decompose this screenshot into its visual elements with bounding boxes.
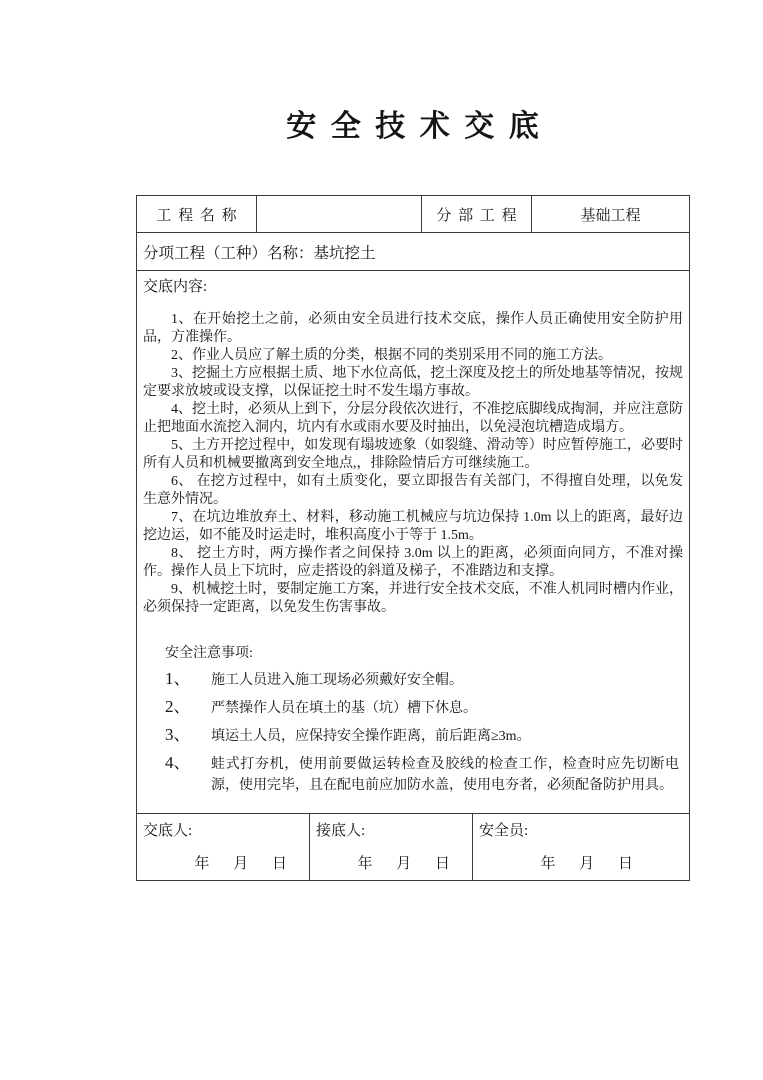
sub-project-text: 分项工程（工种）名称：基坑挖土 xyxy=(143,244,376,262)
note-number: 2、 xyxy=(165,697,191,716)
signature-label: 接底人: xyxy=(316,823,366,839)
signature-cell-receiver xyxy=(310,814,473,880)
disclosure-paragraph: 2、作业人员应了解土质的分类，根据不同的类别采用不同的施工方法。 xyxy=(171,348,612,363)
note-number: 4、 xyxy=(165,753,191,772)
project-name-value-cell xyxy=(257,196,422,232)
disclosure-paragraph: 6、 在挖方过程中，如有土质变化，要立即报告有关部门，不得擅自处理，以免发生意外情况。 xyxy=(143,474,683,507)
signature-label: 安全员: xyxy=(479,823,529,839)
signature-row xyxy=(137,814,689,880)
note-text: 蛙式打夯机，使用前要做运转检查及胶线的检查工作，检查时应先切断电源，使用完毕，且在配电前应加防水盖，使用电夯者，必须配备防护用具。 xyxy=(211,757,679,793)
division-value-cell xyxy=(532,196,689,232)
safety-note-item xyxy=(165,696,679,719)
disclosure-paragraph: 9、机械挖土时，要制定施工方案，并进行安全技术交底，不准人机同时槽内作业，必须保持一定距离，以免发生伤害事故。 xyxy=(143,582,683,615)
form-table xyxy=(136,195,690,881)
content-cell xyxy=(137,271,689,813)
safety-note-item xyxy=(165,752,679,796)
content-row xyxy=(137,271,689,814)
content-label: 交底内容: xyxy=(143,279,208,295)
signature-label: 交底人: xyxy=(143,823,193,839)
signature-cell-discloser xyxy=(137,814,310,880)
signature-cell-safety-officer xyxy=(473,814,689,880)
note-number: 1、 xyxy=(165,669,191,688)
project-name-label-cell xyxy=(137,196,257,232)
division-label: 分 部 工 程 xyxy=(436,207,517,224)
note-text: 严禁操作人员在填土的基（坑）槽下休息。 xyxy=(211,701,477,716)
note-text: 施工人员进入施工现场必须戴好安全帽。 xyxy=(211,673,463,688)
disclosure-paragraph: 1、在开始挖土之前，必须由安全员进行技术交底，操作人员正确使用安全防护用品，方准操作。 xyxy=(143,312,683,345)
header-row xyxy=(137,196,689,233)
note-text: 填运土人员，应保持安全操作距离，前后距离≥3m。 xyxy=(211,729,531,744)
disclosure-paragraph: 4、挖土时，必须从上到下，分层分段依次进行，不准挖底脚线成掏洞，并应注意防止把地面水流挖入洞内，坑内有水或雨水要及时抽出，以免浸泡坑槽造成塌方。 xyxy=(143,402,683,435)
sub-project-cell xyxy=(137,233,689,270)
disclosure-paragraph: 5、土方开挖过程中，如发现有塌坡迹象（如裂缝、滑动等）时应暂停施工，必要时所有人员和机械要撤离到安全地点,，排除险情后方可继续施工。 xyxy=(143,438,683,471)
sub-project-row xyxy=(137,233,689,271)
disclosure-paragraph: 7、在坑边堆放弃土、材料，移动施工机械应与坑边保持 1.0m 以上的距离，最好边挖边运，如不能及时运走时，堆积高度小于等于 1.5m。 xyxy=(143,510,683,543)
safety-notes-heading: 安全注意事项: xyxy=(165,646,253,661)
project-name-label: 工 程 名 称 xyxy=(156,207,237,224)
signature-date: 年 月 日 xyxy=(540,856,633,872)
note-number: 3、 xyxy=(165,725,191,744)
disclosure-paragraph: 3、挖掘土方应根据土质、地下水位高低，挖土深度及挖土的所处地基等情况，按规定要求放坡或设支撑，以保证挖土时不发生塌方事故。 xyxy=(143,366,683,399)
page-title: 安 全 技 术 交 底 xyxy=(286,110,540,143)
disclosure-paragraphs xyxy=(143,311,683,617)
division-value: 基础工程 xyxy=(580,207,641,224)
disclosure-paragraph: 8、 挖土方时，两方操作者之间保持 3.0m 以上的距离，必须面向同方，不准对操作。操作人员上下坑时，应走搭设的斜道及梯子，不准踏边和支撑。 xyxy=(143,546,683,579)
division-label-cell xyxy=(422,196,532,232)
safety-note-item xyxy=(165,724,679,747)
signature-date: 年 月 日 xyxy=(357,856,450,872)
safety-note-item xyxy=(165,668,679,691)
signature-date: 年 月 日 xyxy=(194,856,287,872)
safety-notes xyxy=(165,645,679,796)
